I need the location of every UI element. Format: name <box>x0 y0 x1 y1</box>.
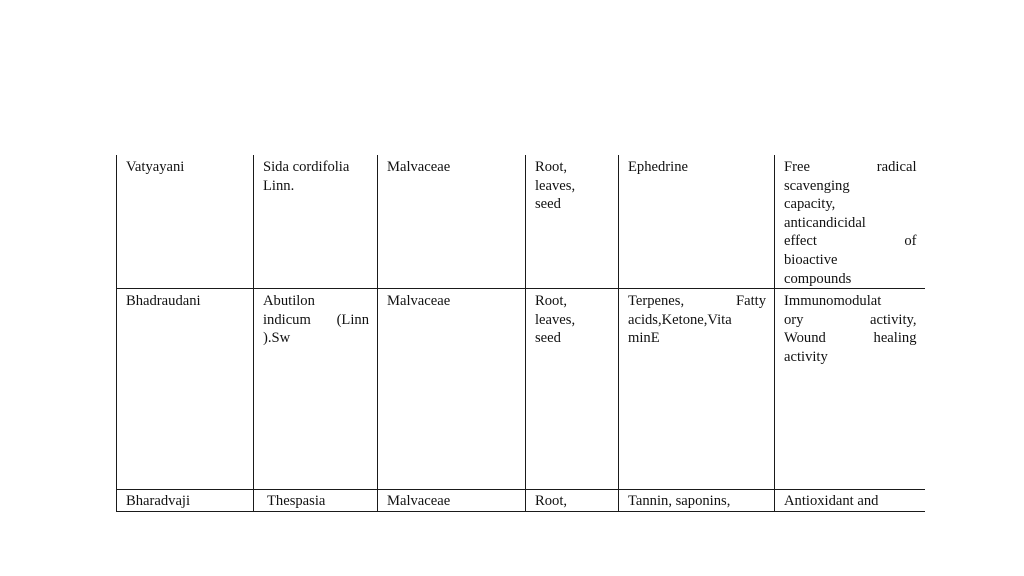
table-row <box>117 155 925 289</box>
cell-family: Malvaceae <box>378 490 526 512</box>
cell-parts-used: Root, <box>526 490 619 512</box>
cell-botanical-name: Thespasia <box>254 490 378 512</box>
cell-common-name: Bhadraudani <box>117 289 254 490</box>
cell-botanical-name: Sida cordifolia Linn. <box>254 155 378 289</box>
cell-activity: Antioxidant and <box>775 490 925 512</box>
herb-table <box>116 155 925 512</box>
table-row <box>117 490 925 512</box>
cell-activity: Free radical scavenging capacity, anticandicidal effect of bioactive compounds <box>775 155 925 289</box>
cell-activity: Immunomodulat ory activity, Wound healing activity <box>775 289 925 490</box>
cell-constituents: Ephedrine <box>619 155 775 289</box>
cell-constituents: Terpenes, Fatty acids,Ketone,Vita minE <box>619 289 775 490</box>
cell-common-name: Vatyayani <box>117 155 254 289</box>
cell-parts-used: Root, leaves, seed <box>526 289 619 490</box>
activity-line: Free radical <box>784 159 917 175</box>
cell-common-name: Bharadvaji <box>117 490 254 512</box>
cell-constituents: Tannin, saponins, <box>619 490 775 512</box>
cell-botanical-name: Abutilon indicum (Linn ).Sw <box>254 289 378 490</box>
cell-family: Malvaceae <box>378 289 526 490</box>
cell-family: Malvaceae <box>378 155 526 289</box>
cell-parts-used: Root, leaves, seed <box>526 155 619 289</box>
table-row <box>117 289 925 490</box>
